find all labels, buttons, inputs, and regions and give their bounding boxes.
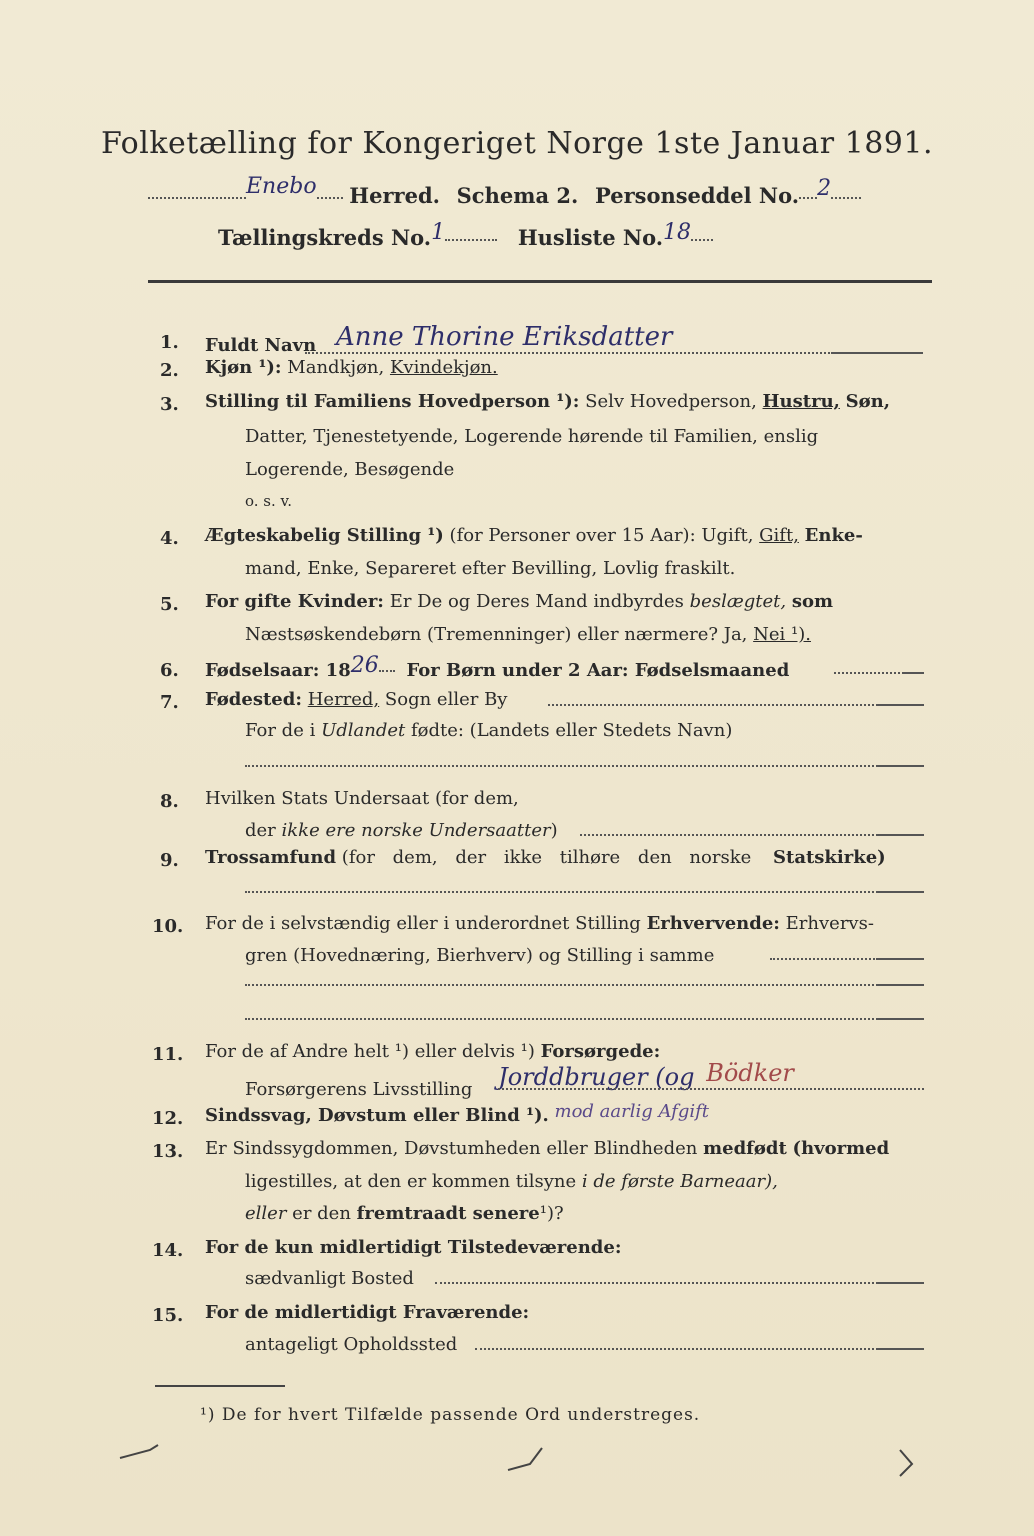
q8-line2: [245, 820, 558, 841]
q14-end-line: [878, 1282, 924, 1284]
q3-line2: Datter, Tjenestetyende, Logerende hørende til Familien, enslig: [245, 426, 819, 447]
q6-label: Fødselsaar: 18: [205, 660, 351, 681]
herred-line: [148, 174, 861, 209]
q13-line3b: er den: [292, 1203, 351, 1224]
q11-label: Forsørgede:: [540, 1041, 661, 1062]
q4-label: Ægteskabelig Stilling ¹): [205, 525, 444, 546]
herred-label: Herred.: [349, 183, 440, 208]
q13-label: medfødt: [703, 1138, 787, 1159]
q2-row: [205, 357, 498, 378]
q10-line2: gren (Hovednæring, Bierhverv) og Stilling i samme: [245, 945, 715, 966]
q15-row: [205, 1302, 529, 1323]
personseddel-value: 2: [817, 176, 832, 201]
q12-value: mod aarlig Afgift: [554, 1101, 710, 1122]
q13-line2b: i de første Barneaar),: [581, 1171, 778, 1192]
q3-text-c: Søn,: [845, 391, 891, 412]
q7-text-a: Herred,: [307, 689, 380, 710]
q6-text-b: For Børn under 2 Aar: Fødselsmaaned: [406, 660, 790, 681]
q10-label: Erhvervende:: [646, 913, 780, 934]
q10-text-b: Erhvervs-: [785, 913, 874, 934]
q1-dotted-line: [305, 352, 833, 354]
q10-answer-end-2: [878, 1018, 924, 1020]
q4-row: [205, 525, 863, 546]
q3-row: [205, 391, 890, 412]
q6-value: 26: [350, 653, 379, 678]
q5-text-c: som: [791, 591, 834, 612]
q10-end-line: [878, 958, 924, 960]
q7-number: 7.: [160, 692, 179, 713]
q11-line2-row: [245, 1059, 794, 1101]
pencil-marks: [110, 1430, 930, 1490]
q14-line2: sædvanligt Bosted: [245, 1268, 414, 1289]
herred-value: Enebo: [246, 174, 317, 199]
q5-row: [205, 591, 833, 612]
q4-text-a: (for Personer over 15 Aar): Ugift,: [449, 525, 754, 546]
q8-line2a: der: [245, 820, 276, 841]
taellingskreds-line: [218, 220, 713, 251]
q11-value-b: Bödker: [706, 1059, 794, 1087]
q14-dotted-line: [435, 1282, 878, 1284]
q10-dotted-line: [770, 958, 878, 960]
q7-end-line: [878, 704, 924, 706]
footnote-rule: [155, 1385, 285, 1387]
q4-number: 4.: [160, 528, 179, 549]
q6-dotted-line: [834, 672, 904, 674]
q13-row: [205, 1138, 889, 1159]
q6-number: 6.: [160, 660, 179, 681]
q7-answer-end: [878, 765, 924, 767]
q8-row: [205, 788, 519, 809]
q2-number: 2.: [160, 360, 179, 381]
pencil-mark-center: [508, 1448, 542, 1470]
q12-row: [205, 1101, 710, 1126]
q5-line2b: Nei ¹).: [753, 624, 811, 645]
q15-number: 15.: [152, 1305, 184, 1326]
q10-answer-end-1: [878, 984, 924, 986]
q7-line2: [245, 720, 732, 741]
q11-line2: Forsørgerens Livsstilling: [245, 1079, 473, 1100]
q9-label: Trossamfund: [205, 847, 337, 868]
q13-line2a: ligestilles, at den er kommen tilsyne: [245, 1171, 577, 1192]
q5-line2: [245, 624, 811, 645]
q1-label: Fuldt Navn: [205, 335, 317, 356]
q11-dotted-line: [498, 1088, 924, 1090]
taellingskreds-value: 1: [431, 220, 446, 245]
q1-number: 1.: [160, 332, 179, 353]
q10-number: 10.: [152, 916, 184, 937]
q11-value-a: Jorddbruger (og: [498, 1063, 695, 1091]
q1-end-line: [833, 352, 923, 354]
q6-row: [205, 653, 790, 682]
q14-number: 14.: [152, 1240, 184, 1261]
q13-text-b: (hvormed: [792, 1138, 890, 1159]
q7-line2a: For de i: [245, 720, 316, 741]
q13-line3: [245, 1203, 564, 1224]
q2-text-b: Kvindekjøn.: [389, 357, 498, 378]
q13-text-a: Er Sindssygdommen, Døvstumheden eller Blindheden: [205, 1138, 698, 1159]
form-title: Folketælling for Kongeriget Norge 1ste Januar 1891.: [100, 126, 933, 161]
personseddel-label: Personseddel No.: [594, 183, 800, 208]
q5-text-b: beslægtet,: [689, 591, 787, 612]
q15-end-line: [878, 1348, 924, 1350]
q3-label: Stilling til Familiens Hovedperson ¹):: [205, 391, 580, 412]
pencil-mark-right: [900, 1450, 912, 1476]
q10-answer-line-2: [245, 1018, 878, 1020]
q13-line3c: fremtraadt senere: [356, 1203, 540, 1224]
q9-text-b: Statskirke): [773, 847, 886, 868]
schema-label: Schema 2.: [456, 183, 579, 208]
q7-line2b: Udlandet: [321, 720, 406, 741]
q3-line3: Logerende, Besøgende: [245, 459, 455, 480]
q11-text-a: For de af Andre helt ¹) eller delvis ¹): [205, 1041, 535, 1062]
q8-text-a: (for dem,: [434, 788, 519, 809]
q4-line2: mand, Enke, Separeret efter Bevilling, Lovlig fraskilt.: [245, 558, 736, 579]
q5-label: For gifte Kvinder:: [205, 591, 384, 612]
q10-row: [205, 913, 874, 934]
q13-line3a: eller: [245, 1203, 287, 1224]
q9-row: [205, 847, 886, 868]
footnote: ¹) De for hvert Tilfælde passende Ord understreges.: [200, 1405, 701, 1425]
q15-dotted-line: [475, 1348, 878, 1350]
q3-text-a: Selv Hovedperson,: [585, 391, 757, 412]
q6-end-line: [904, 672, 924, 674]
q3-number: 3.: [160, 394, 179, 415]
q11-row: [205, 1041, 660, 1062]
q2-text-a: Mandkjøn,: [287, 357, 385, 378]
q3-text-b: Hustru,: [762, 391, 840, 412]
q12-label: Sindssvag, Døvstum eller Blind ¹).: [205, 1105, 549, 1126]
q2-label: Kjøn ¹):: [205, 357, 282, 378]
q14-label: For de kun midlertidigt Tilstedeværende:: [205, 1237, 622, 1258]
q8-line2b: ikke ere norske Undersaatter: [281, 820, 551, 841]
q3-line4: o. s. v.: [245, 492, 292, 510]
q10-text-a: For de i selvstændig eller i underordnet Stilling: [205, 913, 641, 934]
q10-answer-line-1: [245, 984, 878, 986]
q8-number: 8.: [160, 791, 179, 812]
q8-line2c: ): [550, 820, 558, 841]
q8-end-line: [878, 834, 924, 836]
q13-number: 13.: [152, 1141, 184, 1162]
pencil-mark-left: [120, 1445, 158, 1458]
q7-label: Fødested:: [205, 689, 302, 710]
q7-line2c: fødte: (Landets eller Stedets Navn): [410, 720, 733, 741]
q7-answer-line: [245, 765, 878, 767]
q4-text-b: Gift,: [759, 525, 799, 546]
husliste-label: Husliste No.: [517, 225, 664, 250]
q5-text-a: Er De og Deres Mand indbyrdes: [389, 591, 684, 612]
header-rule: [148, 280, 932, 283]
husliste-value: 18: [663, 220, 692, 245]
q11-number: 11.: [152, 1044, 184, 1065]
q9-number: 9.: [160, 850, 179, 871]
q14-row: [205, 1237, 621, 1258]
q9-answer-end: [878, 891, 924, 893]
q9-text-a: (for dem, der ikke tilhøre den norske: [341, 847, 752, 868]
q7-row: [205, 689, 507, 710]
q1-value: Anne Thorine Eriksdatter: [335, 322, 673, 352]
q9-answer-line: [245, 891, 878, 893]
q15-line2: antageligt Opholdssted: [245, 1334, 458, 1355]
taellingskreds-label: Tællingskreds No.: [218, 225, 432, 250]
q7-dotted-line: [548, 704, 878, 706]
q15-label: For de midlertidigt Fraværende:: [205, 1302, 530, 1323]
q7-text-b: Sogn eller By: [384, 689, 508, 710]
q13-line3d: ¹)?: [539, 1203, 564, 1224]
q5-number: 5.: [160, 594, 179, 615]
q12-number: 12.: [152, 1108, 184, 1129]
q5-line2a: Næstsøskendebørn (Tremenninger) eller nærmere? Ja,: [245, 624, 748, 645]
q8-label: Hvilken Stats Undersaat: [205, 788, 430, 809]
q4-text-c: Enke-: [804, 525, 863, 546]
q8-dotted-line: [580, 834, 878, 836]
q13-line2: [245, 1171, 778, 1192]
